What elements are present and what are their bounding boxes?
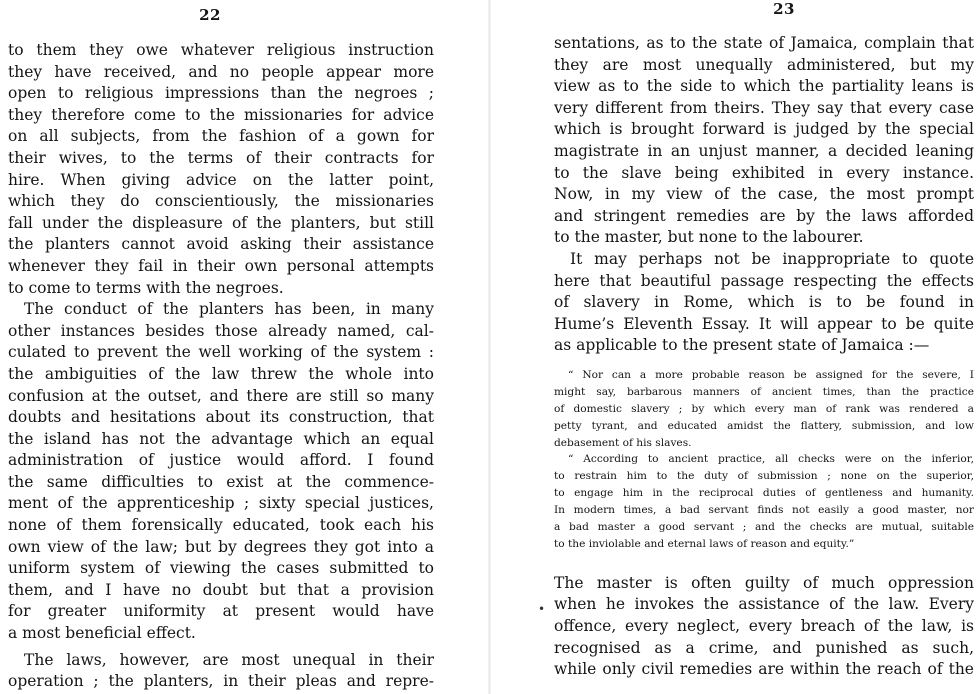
left-text-column [8, 40, 434, 693]
page-number-right: 23 [773, 0, 795, 18]
text-line: own view of the law; but by degrees they got into a [8, 537, 434, 556]
text-line: they are most unequally administered, but my [554, 55, 974, 74]
text-line: other instances besides those already named, cal- [8, 321, 434, 340]
quote-line: might say, barbarous manners of ancient times, than the practice [554, 385, 974, 398]
text-line: of slavery in Rome, which is to be found in [554, 293, 974, 312]
text-line: Hume’s Eleventh Essay. It will appear to be quite [554, 314, 974, 333]
text-line: they have received, and no people appear more [8, 62, 434, 81]
paragraph-start-line: The master is often guilty of much oppression [554, 573, 974, 592]
quote-line: petty tyrant, and educated amidst the flattery, submission, and low [554, 419, 974, 432]
text-line: while only civil remedies are within the reach of the [554, 660, 974, 679]
text-line: culated to prevent the well working of the system : [8, 343, 434, 362]
text-line: their wives, to the terms of their contracts for [8, 148, 434, 167]
text-line: when he invokes the assistance of the law. Every [554, 595, 974, 614]
text-line: the same difficulties to exist at the commence- [8, 472, 434, 491]
text-line: the island has not the advantage which an equal [8, 429, 434, 448]
text-line: none of them forensically educated, took each his [8, 516, 434, 535]
printing-speck-mark: • [538, 602, 546, 616]
quote-line: to engage him in the reciprocal duties of gentleness and humanity. [554, 487, 974, 500]
quote-line: of domestic slavery ; by which every man of rank was rendered a [554, 402, 974, 415]
text-line: Now, in my view of the case, the most prompt [554, 185, 974, 204]
text-line: open to religious impressions than the negroes ; [8, 84, 434, 103]
text-line: offence, every neglect, every breach of the law, is [554, 617, 974, 636]
text-line: recognised as a crime, and punished as such, [554, 638, 974, 657]
text-line: hire. When giving advice on the latter point, [8, 170, 434, 189]
text-line: ment of the apprenticeship ; sixty special justices, [8, 494, 434, 513]
text-line: to the slave being exhibited in every instance. [554, 163, 974, 182]
text-line: as applicable to the present state of Jamaica :— [554, 336, 930, 355]
text-line: to the master, but none to the labourer. [554, 228, 864, 247]
text-line: which is brought forward is judged by the special [554, 120, 974, 139]
text-line: them, and I have no doubt but that a provision [8, 580, 434, 599]
page-number-left: 22 [199, 6, 221, 24]
text-line: fall under the displeasure of the planters, but still [8, 213, 434, 232]
quote-line: to the inviolable and eternal laws of reason and equity.” [554, 537, 855, 550]
quote-line: a bad master a good servant ; and the checks are mutual, suitable [554, 521, 974, 534]
text-line: doubts and hesitations about its construction, that [8, 408, 434, 427]
text-line: and stringent remedies are by the laws afforded [554, 206, 974, 225]
block-quotation [554, 367, 974, 553]
text-line: a most beneficial effect. [8, 624, 196, 643]
text-line: to them they owe whatever religious instruction [8, 41, 434, 59]
text-line: uniform system of viewing the cases submitted to [8, 559, 434, 578]
text-line: they therefore come to the missionaries for advice [8, 105, 434, 124]
paragraph-start-line: The conduct of the planters has been, in many [24, 300, 434, 319]
quote-line: “ Nor can a more probable reason be assigned for the severe, I [568, 368, 974, 381]
text-line: on all subjects, from the fashion of a gown for [8, 127, 434, 146]
text-line: here that beautiful passage respecting the effects [554, 271, 974, 290]
right-text-column [554, 33, 974, 681]
quote-line: to restrain him to the duty of submission ; none on the superior, [554, 470, 974, 483]
paragraph-start-line: It may perhaps not be inappropriate to quote [570, 249, 974, 268]
paragraph-start-line: The laws, however, are most unequal in their [24, 650, 434, 669]
text-line: for greater uniformity at present would have [8, 602, 434, 621]
quote-line: “ According to ancient practice, all checks were on the inferior, [568, 453, 974, 466]
text-line: which they do conscientiously, the missionaries [8, 192, 434, 211]
quote-line: debasement of his slaves. [554, 436, 692, 449]
text-line: operation ; the planters, in their pleas and repre- [8, 672, 434, 691]
text-line: administration of justice would afford. I found [8, 451, 434, 470]
text-line: whenever they fail in their own personal attempts [8, 256, 434, 275]
text-line: very different from theirs. They say that every case [554, 98, 974, 117]
text-line: the ambiguities of the law threw the whole into [8, 364, 434, 383]
text-line: magistrate in an unjust manner, a decided leaning [554, 141, 974, 160]
text-line: sentations, as to the state of Jamaica, complain that [554, 34, 974, 52]
text-line: the planters cannot avoid asking their assistance [8, 235, 434, 254]
quote-line: In modern times, a bad servant finds not easily a good master, nor [554, 504, 974, 517]
text-line: to come to terms with the negroes. [8, 278, 284, 297]
text-line: view as to the side to which the partiality leans is [554, 77, 974, 96]
text-line: confusion at the outset, and there are still so many [8, 386, 434, 405]
